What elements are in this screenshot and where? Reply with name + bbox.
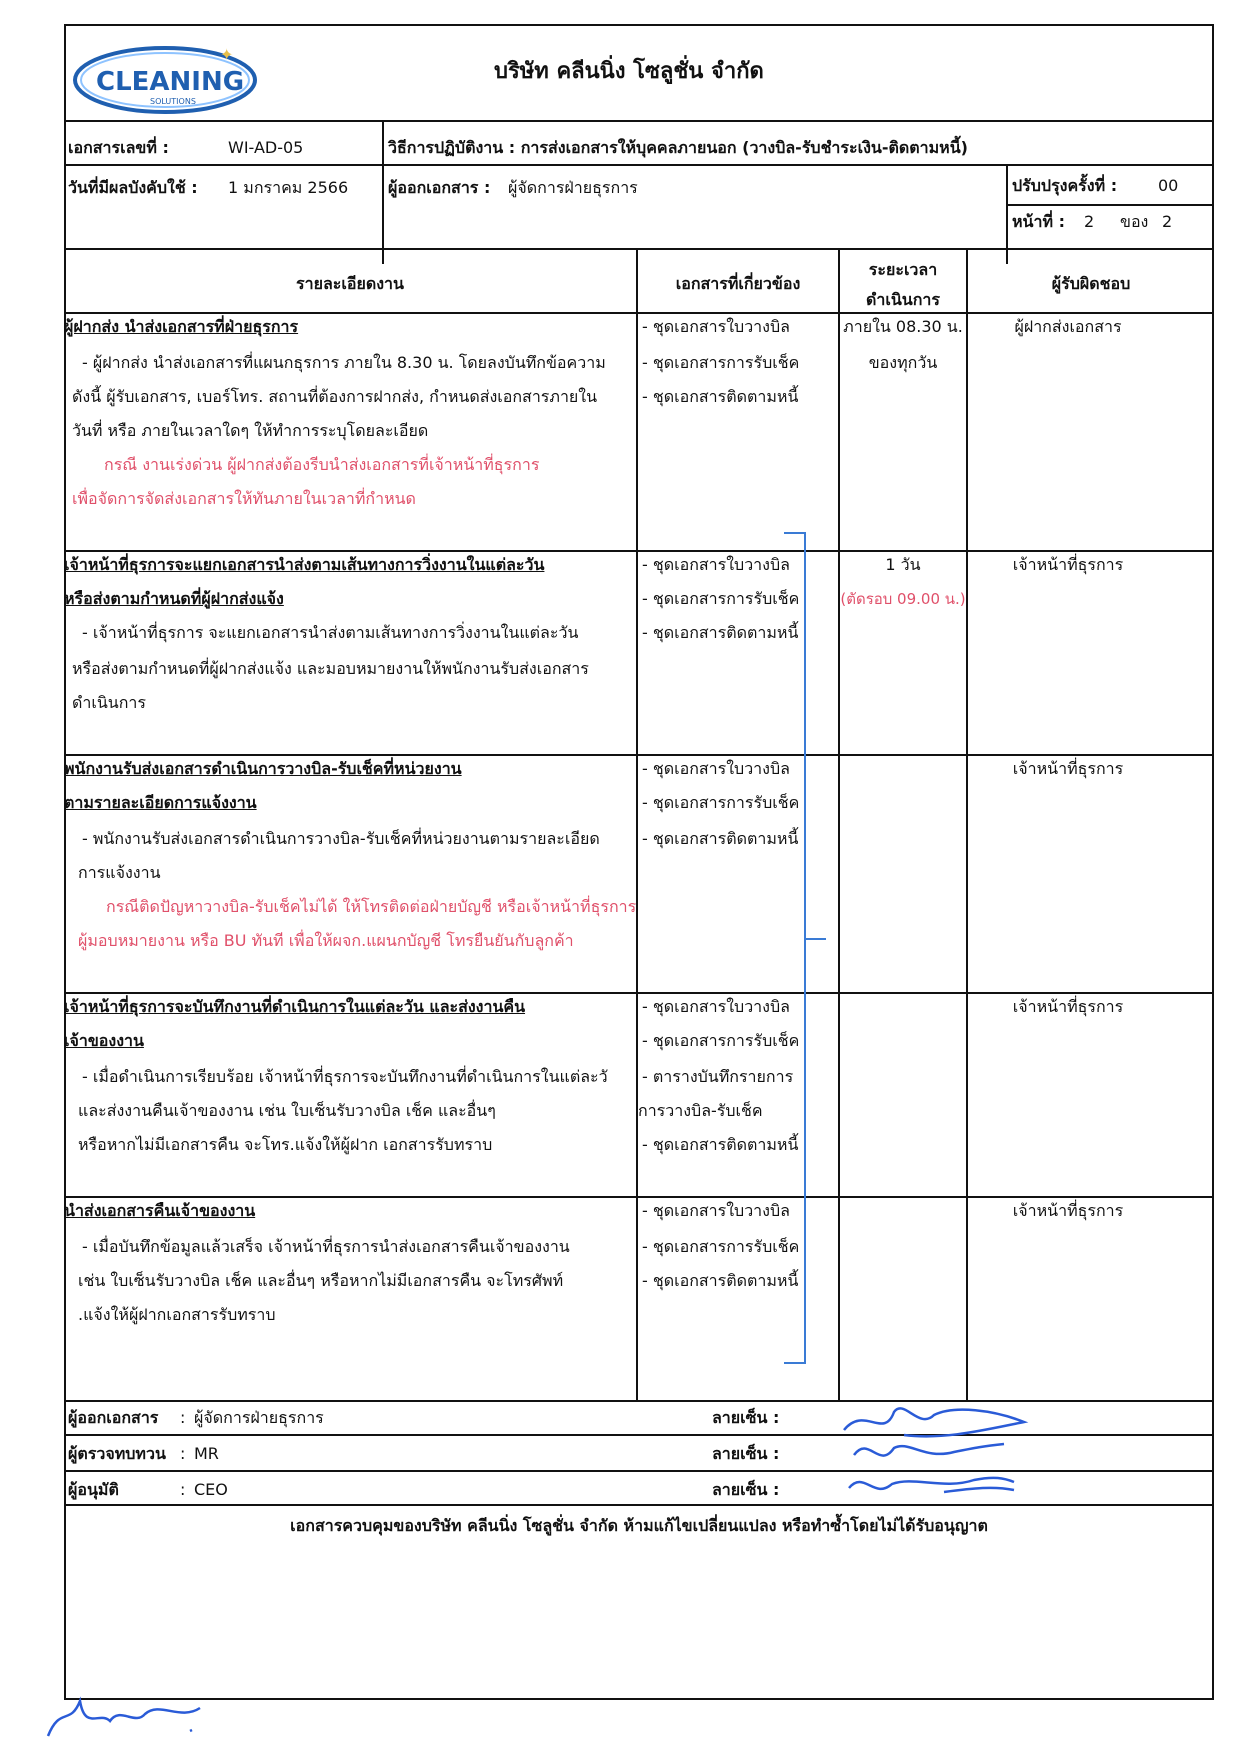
- section-2-doc-1: - ชุดเอกสารใบวางบิล: [642, 555, 790, 574]
- footer-reviewer-value: MR: [194, 1444, 219, 1463]
- footer-approver-value: CEO: [194, 1480, 228, 1499]
- section-4-body-1: - เมื่อดำเนินการเรียบร้อย เจ้าหน้าที่ธุรการจะบันทึกงานที่ดำเนินการในแต่ละวั: [82, 1067, 608, 1086]
- section-2-body-1: - เจ้าหน้าที่ธุรการ จะแยกเอกสารนำส่งตามเส้นทางการวิ่งงานในแต่ละวัน: [82, 623, 579, 642]
- section-4-doc-1: - ชุดเอกสารใบวางบิล: [642, 997, 790, 1016]
- section-4-doc-4: การวางบิล-รับเช็ค: [638, 1101, 763, 1120]
- col-header-time-2: ดำเนินการ: [866, 290, 940, 309]
- logo-subtext: SOLUTIONS: [150, 97, 196, 106]
- section-2-heading-1: เจ้าหน้าที่ธุรการจะแยกเอกสารนำส่งตามเส้นทางการวิ่งงานในแต่ละวัน: [64, 555, 545, 574]
- footer-approver-sep: :: [180, 1480, 186, 1499]
- footer-issuer-label: ผู้ออกเอกสาร: [68, 1408, 159, 1427]
- document-control-note: เอกสารควบคุมของบริษัท คลีนนิ่ง โซลูชั่น จำกัด ห้ามแก้ไขเปลี่ยนแปลง หรือทำซ้ำโดยไม่ได้รับอนุญาต: [290, 1516, 988, 1535]
- timeline-bracket: [784, 532, 806, 1364]
- section-5-doc-3: - ชุดเอกสารติดตามหนี้: [642, 1271, 799, 1290]
- section-3-doc-2: - ชุดเอกสารการรับเช็ค: [642, 793, 800, 812]
- logo-text: CLEANING: [96, 67, 245, 97]
- section-4-doc-5: - ชุดเอกสารติดตามหนี้: [642, 1135, 799, 1154]
- footer-approver-label: ผู้อนุมัติ: [68, 1480, 119, 1499]
- svg-text:✦: ✦: [220, 45, 234, 64]
- section-3-note-2: ผู้มอบหมายงาน หรือ BU ทันที เพื่อให้ผจก.แผนกบัญชี โทรยืนยันกับลูกค้า: [78, 931, 574, 950]
- page-label: หน้าที่ :: [1012, 212, 1065, 231]
- issuer-label: ผู้ออกเอกสาร :: [388, 178, 491, 197]
- col-header-time-1: ระยะเวลา: [868, 260, 938, 279]
- effective-date-label: วันที่มีผลบังคับใช้ :: [68, 178, 198, 197]
- section-1-body-2: ดังนี้ ผู้รับเอกสาร, เบอร์โทร. สถานที่ต้องการฝากส่ง, กำหนดส่งเอกสารภายใน: [72, 387, 598, 406]
- section-5-body-2: เช่น ใบเซ็นรับวางบิล เช็ค และอื่นๆ หรือหากไม่มีเอกสารคืน จะโทรศัพท์: [78, 1271, 564, 1290]
- section-4-body-2: และส่งงานคืนเจ้าของงาน เช่น ใบเซ็นรับวางบิล เช็ค และอื่นๆ: [78, 1101, 496, 1120]
- section-4-owner: เจ้าหน้าที่ธุรการ: [1012, 997, 1124, 1016]
- section-5-heading: นำส่งเอกสารคืนเจ้าของงาน: [64, 1201, 256, 1220]
- section-5-doc-2: - ชุดเอกสารการรับเช็ค: [642, 1237, 800, 1256]
- section-5-body-1: - เมื่อบันทึกข้อมูลแล้วเสร็จ เจ้าหน้าที่ธุรการนำส่งเอกสารคืนเจ้าของงาน: [82, 1237, 570, 1256]
- section-4-doc-3: - ตารางบันทึกรายการ: [642, 1067, 794, 1086]
- section-3-owner: เจ้าหน้าที่ธุรการ: [1012, 759, 1124, 778]
- section-3-doc-1: - ชุดเอกสารใบวางบิล: [642, 759, 790, 778]
- section-3-heading-1: พนักงานรับส่งเอกสารดำเนินการวางบิล-รับเช็คที่หน่วยงาน: [64, 759, 462, 778]
- footer-reviewer-sep: :: [180, 1444, 186, 1463]
- footer-reviewer-sign-label: ลายเซ็น :: [712, 1444, 780, 1463]
- col-header-docs: เอกสารที่เกี่ยวข้อง: [675, 274, 801, 293]
- procedure-title: วิธีการปฏิบัติงาน : การส่งเอกสารให้บุคคลภายนอก (วางบิล-รับชำระเงิน-ติดตามหนี้): [388, 138, 968, 157]
- footer-issuer-sep: :: [180, 1408, 186, 1427]
- issuer-value: ผู้จัดการฝ่ายธุรการ: [508, 178, 638, 197]
- signature-marks: [824, 1400, 1064, 1510]
- section-2-heading-2: หรือส่งตามกำหนดที่ผู้ฝากส่งแจ้ง: [64, 589, 284, 608]
- effective-date-value: 1 มกราคม 2566: [228, 178, 349, 197]
- section-1-heading: ผู้ฝากส่ง นำส่งเอกสารที่ฝ่ายธุรการ: [64, 317, 299, 336]
- page-number: 2: [1084, 212, 1095, 231]
- section-4-doc-2: - ชุดเอกสารการรับเช็ค: [642, 1031, 800, 1050]
- section-2-body-2: หรือส่งตามกำหนดที่ผู้ฝากส่งแจ้ง และมอบหมายงานให้พนักงานรับส่งเอกสาร: [72, 659, 589, 678]
- section-1-owner: ผู้ฝากส่งเอกสาร: [1014, 317, 1122, 336]
- col-header-detail: รายละเอียดงาน: [296, 274, 404, 293]
- section-2-time-1: 1 วัน: [885, 555, 921, 574]
- section-1-note-1: กรณี งานเร่งด่วน ผู้ฝากส่งต้องรีบนำส่งเอกสารที่เจ้าหน้าที่ธุรการ: [104, 455, 540, 474]
- section-4-body-3: หรือหากไม่มีเอกสารคืน จะโทร.แจ้งให้ผู้ฝาก เอกสารรับทราบ: [78, 1135, 493, 1154]
- section-1-doc-1: - ชุดเอกสารใบวางบิล: [642, 317, 790, 336]
- col-header-owner: ผู้รับผิดชอบ: [1051, 274, 1131, 293]
- document-page: [64, 24, 1214, 1700]
- section-5-body-3: .แจ้งให้ผู้ฝากเอกสารรับทราบ: [78, 1305, 276, 1324]
- section-2-owner: เจ้าหน้าที่ธุรการ: [1012, 555, 1124, 574]
- footer-issuer-value: ผู้จัดการฝ่ายธุรการ: [194, 1408, 324, 1427]
- section-2-body-3: ดำเนินการ: [72, 693, 146, 712]
- section-5-doc-1: - ชุดเอกสารใบวางบิล: [642, 1201, 790, 1220]
- footer-approver-sign-label: ลายเซ็น :: [712, 1480, 780, 1499]
- doc-no-label: เอกสารเลขที่ :: [68, 138, 169, 157]
- revision-value: 00: [1158, 176, 1179, 195]
- section-1-note-2: เพื่อจัดการจัดส่งเอกสารให้ทันภายในเวลาที่กำหนด: [72, 489, 416, 508]
- section-1-body-1: - ผู้ฝากส่ง นำส่งเอกสารที่แผนกธุรการ ภายใน 8.30 น. โดยลงบันทึกข้อความ: [82, 353, 606, 372]
- company-name: บริษัท คลีนนิ่ง โซลูชั่น จำกัด: [494, 59, 764, 84]
- section-2-doc-2: - ชุดเอกสารการรับเช็ค: [642, 589, 800, 608]
- section-1-time-1: ภายใน 08.30 น.: [843, 317, 963, 336]
- section-1-doc-2: - ชุดเอกสารการรับเช็ค: [642, 353, 800, 372]
- section-4-heading-1: เจ้าหน้าที่ธุรการจะบันทึกงานที่ดำเนินการในแต่ละวัน และส่งงานคืน: [64, 997, 526, 1016]
- section-5-owner: เจ้าหน้าที่ธุรการ: [1012, 1201, 1124, 1220]
- initials-signature: [40, 1686, 230, 1748]
- section-2-doc-3: - ชุดเอกสารติดตามหนี้: [642, 623, 799, 642]
- section-2-time-2: (ตัดรอบ 09.00 น.): [840, 590, 966, 608]
- section-1-doc-3: - ชุดเอกสารติดตามหนี้: [642, 387, 799, 406]
- section-3-body-1: - พนักงานรับส่งเอกสารดำเนินการวางบิล-รับเช็คที่หน่วยงานตามรายละเอียด: [82, 829, 600, 848]
- section-3-heading-2: ตามรายละเอียดการแจ้งงาน: [64, 793, 257, 812]
- footer-reviewer-label: ผู้ตรวจทบทวน: [68, 1444, 166, 1463]
- footer-issuer-sign-label: ลายเซ็น :: [712, 1408, 780, 1427]
- cleaning-solutions-logo: [70, 38, 260, 116]
- revision-label: ปรับปรุงครั้งที่ :: [1012, 176, 1118, 195]
- section-3-note-1: กรณีติดปัญหาวางบิล-รับเช็คไม่ได้ ให้โทรติดต่อฝ่ายบัญชี หรือเจ้าหน้าที่ธุรการ: [106, 897, 637, 916]
- doc-no-value: WI-AD-05: [228, 138, 304, 157]
- section-4-heading-2: เจ้าของงาน: [64, 1031, 144, 1050]
- section-3-doc-3: - ชุดเอกสารติดตามหนี้: [642, 829, 799, 848]
- page-total: 2: [1162, 212, 1173, 231]
- section-1-body-3: วันที่ หรือ ภายในเวลาใดๆ ให้ทำการระบุโดยละเอียด: [72, 421, 429, 440]
- section-1-time-2: ของทุกวัน: [868, 353, 938, 372]
- section-3-body-2: การแจ้งงาน: [78, 863, 161, 882]
- page-of: ของ: [1120, 212, 1149, 231]
